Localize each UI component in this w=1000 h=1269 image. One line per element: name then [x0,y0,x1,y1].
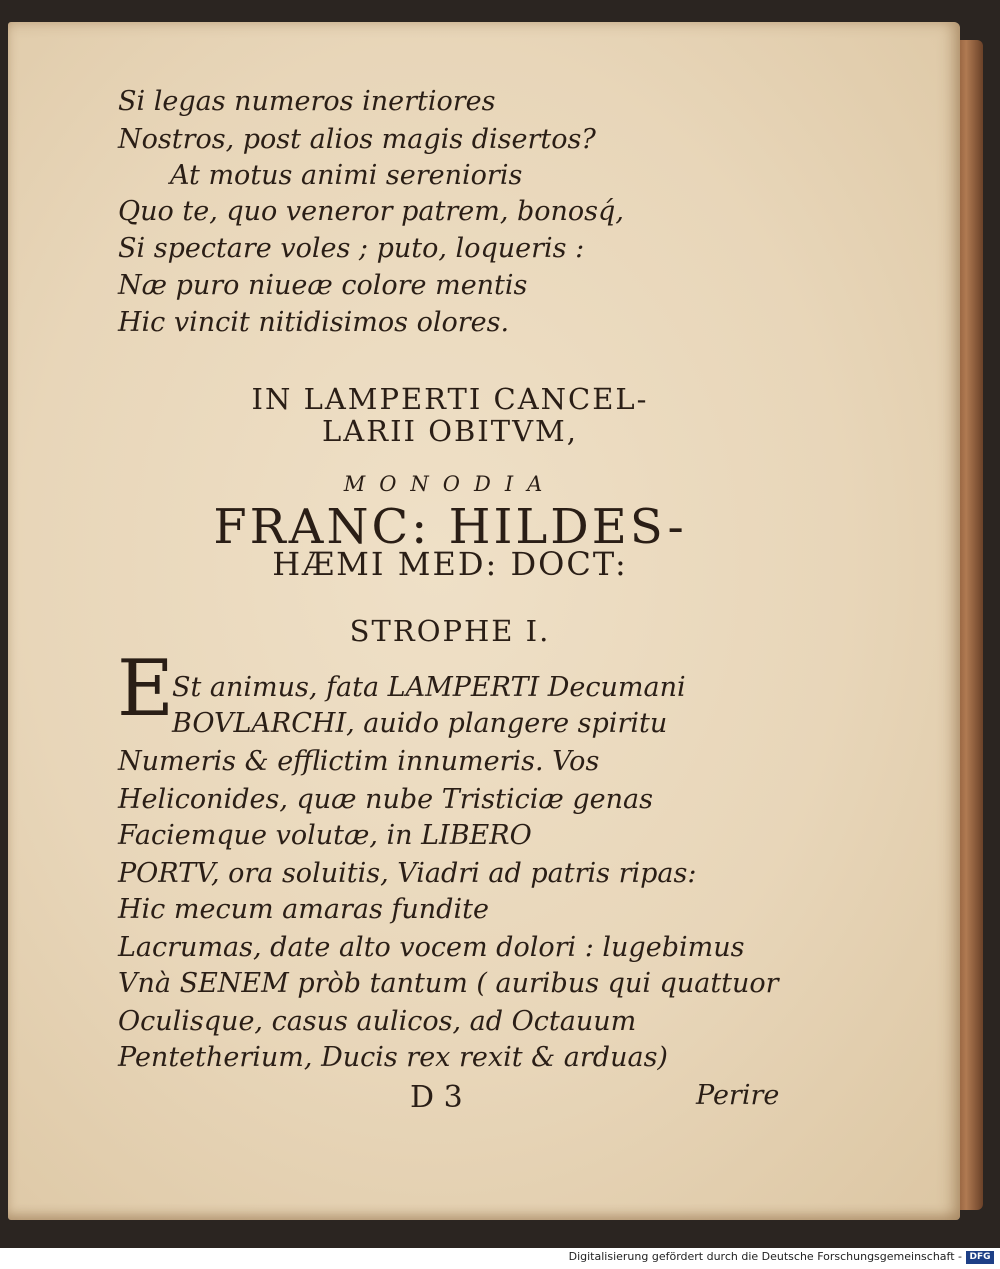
author-name-line-2: HÆMI MED: DOCT: [272,545,628,583]
strophe-line: Heliconides, quæ nube Tristiciæ genas [118,784,653,815]
strophe-line: Lacrumas, date alto vocem dolori : lugebimus [118,932,745,963]
strophe-line: Oculisque, casus aulicos, ad Octauum [118,1006,637,1037]
strophe-line: Numeris & efflictim innumeris. Vos [118,746,600,777]
heading-line-1: IN LAMPERTI CANCEL- [251,382,649,416]
poem-line: Hic vincit nitidisimos olores. [118,307,510,338]
poem-line: Næ puro niueæ colore mentis [118,270,528,301]
poem-line: Nostros, post alios magis disertos? [118,124,596,155]
poem-line: At motus animi serenioris [170,160,523,191]
dfg-logo: DFG [966,1251,994,1264]
drop-capital: E [117,644,174,734]
poem-line: Si legas numeros inertiores [118,86,496,117]
poem-line: Quo te, quo veneror patrem, bonosq́, [118,196,624,227]
monodia-label: MONODIA [343,472,557,496]
strophe-line: Faciemque volutæ, in LIBERO [118,820,532,851]
strophe-line: St animus, fata LAMPERTI Decumani [172,672,686,703]
strophe-line: BOVLARCHI, auido plangere spiritu [172,708,668,739]
signature-mark: D 3 [410,1080,463,1115]
strophe-line: Hic mecum amaras fundite [118,894,489,925]
strophe-line: Pentetherium, Ducis rex rexit & arduas) [118,1042,668,1073]
strophe-heading: STROPHE I. [349,614,551,648]
heading-line-2: LARII OBITVM, [322,414,578,448]
strophe-line: Vnà SENEM pròb tantum ( auribus qui quattuor [118,968,779,999]
strophe-line: PORTV, ora soluitis, Viadri ad patris ripas: [118,858,697,889]
catchword: Perire [696,1080,780,1111]
poem-line: Si spectare voles ; puto, loqueris : [118,233,585,264]
funding-credit: Digitalisierung gefördert durch die Deutsche Forschungsgemeinschaft - [568,1250,962,1263]
author-name-line-1: FRANC: HILDES- [213,499,687,555]
